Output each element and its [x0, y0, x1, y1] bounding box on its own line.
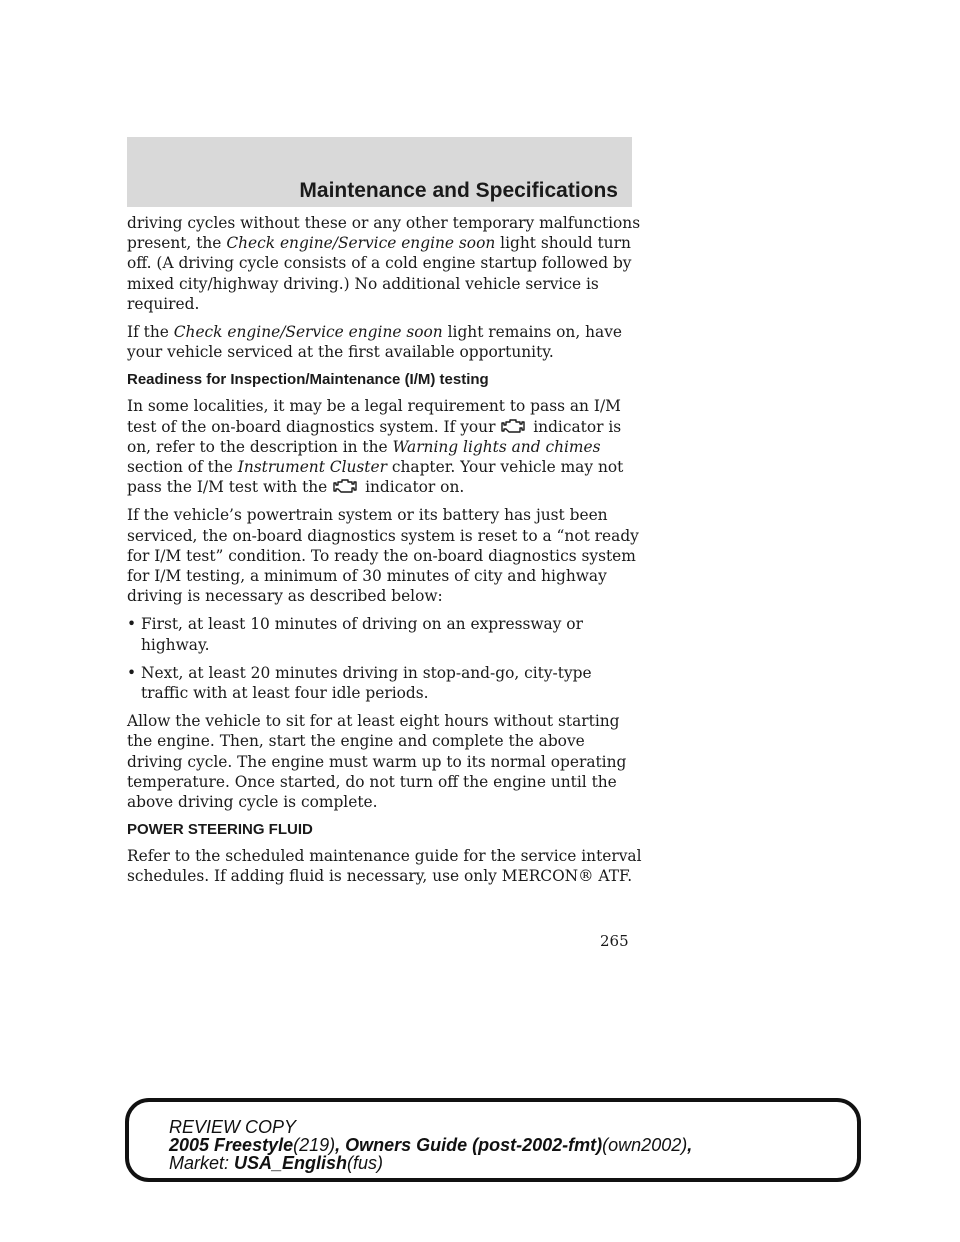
bullet-marker: •	[127, 663, 137, 682]
paragraph-light-remains-on: If the Check engine/Service engine soon light remains on, have your vehicle serviced at the first available opportunity.	[127, 323, 622, 362]
check-engine-icon	[333, 478, 359, 494]
page-content	[127, 213, 642, 895]
review-line-2: 2005 Freestyle(219), Owners Guide (post-2002-fmt)(own2002),	[169, 1135, 693, 1155]
bullet-marker: •	[127, 615, 137, 634]
review-line-3: Market: USA_English(fus)	[169, 1153, 384, 1173]
heading-power-steering-fluid: POWER STEERING FLUID	[127, 821, 313, 839]
paragraph-power-steering: Refer to the scheduled maintenance guide for the service interval schedules. If adding fluid is necessary, use only MERCON® ATF.	[127, 847, 642, 886]
check-engine-icon	[501, 418, 527, 434]
paragraph-powertrain-reset: If the vehicle’s powertrain system or its battery has just been serviced, the on-board diagnostics system is reset to a “not ready for I/M test” condition. To ready the on-board diagnostics system for I/M testing, a minimum of 30 minutes of city and highway driving is necessary as described below:	[127, 506, 639, 606]
section-header-band	[127, 137, 632, 207]
review-line-1: REVIEW COPY	[169, 1117, 297, 1137]
heading-readiness-im-testing: Readiness for Inspection/Maintenance (I/M) testing	[127, 371, 489, 389]
list-item: • First, at least 10 minutes of driving on an expressway or highway.	[127, 615, 583, 654]
paragraph-im-test: In some localities, it may be a legal requirement to pass an I/M test of the on-board diagnostics system. If your indicator is on, refer to the description in the Warning lights and chimes section of the Instrument Cluster chapter. Your vehicle may not pass the I/M test with the indicator on.	[127, 397, 624, 497]
list-item: • Next, at least 20 minutes driving in stop-and-go, city-type traffic with at least four idle periods.	[127, 663, 592, 703]
section-title: Maintenance and Specifications	[299, 179, 618, 202]
paragraph-allow-vehicle-sit: Allow the vehicle to sit for at least eight hours without starting the engine. Then, start the engine and complete the above driving cycle. The engine must warm up to its normal operating temperature. Once started, do not turn off the engine until the above driving cycle is complete.	[127, 712, 627, 812]
page-number: 265	[600, 932, 629, 950]
review-copy-text	[169, 1118, 692, 1172]
paragraph-driving-cycles: driving cycles without these or any other temporary malfunctions present, the Check engine/Service engine soon light should turn off. (A driving cycle consists of a cold engine startup followed by mixed city/highway driving.) No additional vehicle service is required.	[127, 214, 641, 313]
review-copy-box	[125, 1098, 861, 1182]
driving-requirements-list	[127, 614, 642, 703]
